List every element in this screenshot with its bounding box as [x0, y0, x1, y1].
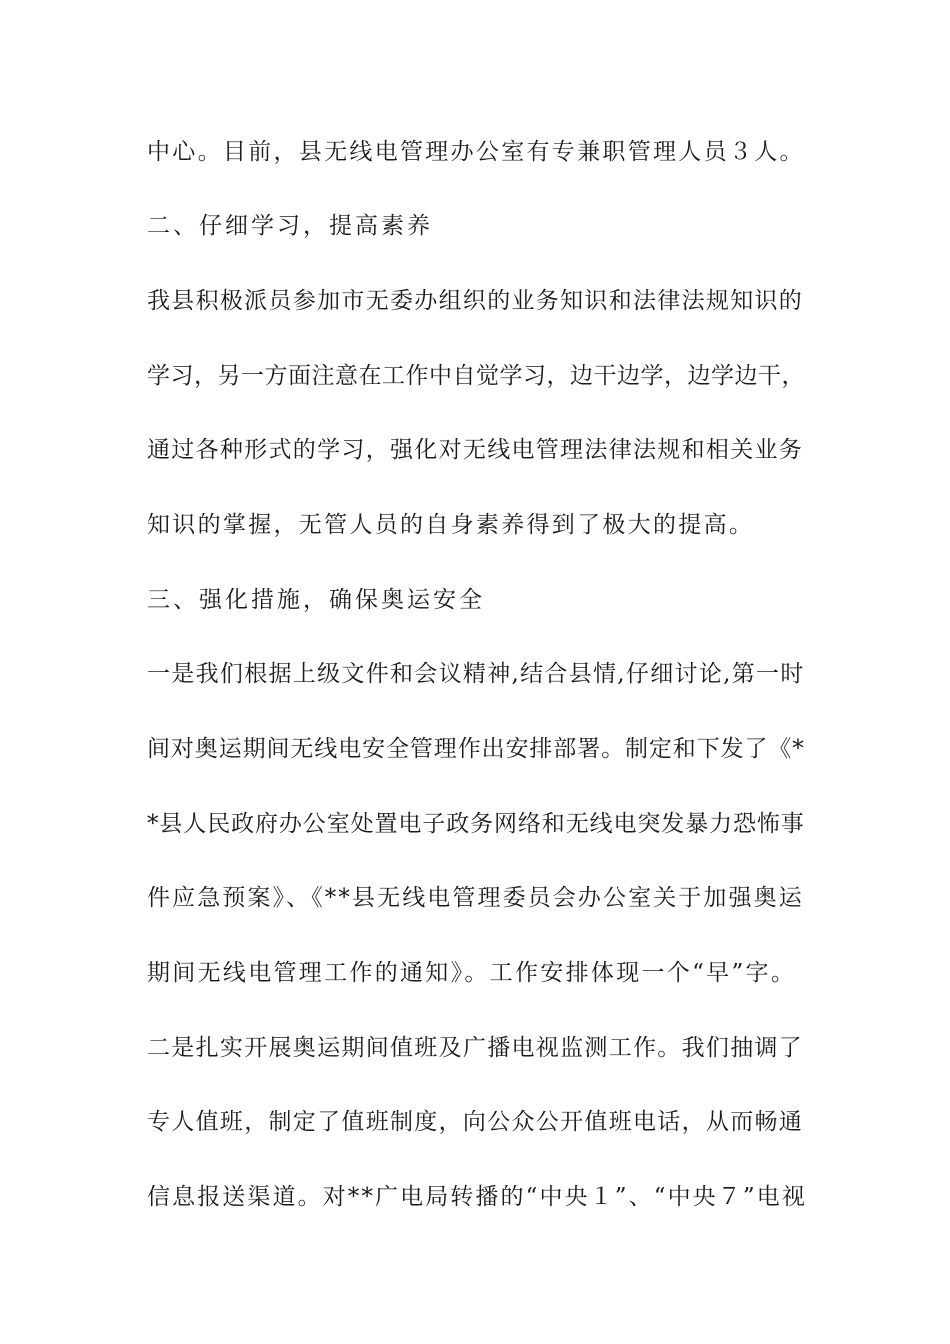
text-line: 信息报送渠道。对**广电局转播的“中央１”、“中央７”电视 — [147, 1184, 807, 1210]
text-line: 专人值班，制定了值班制度，向公众公开值班电话，从而畅通 — [147, 1109, 804, 1135]
text-line: 一是我们根据上级文件和会议精神,结合县情,仔细讨论,第一时 — [147, 661, 805, 687]
text-line: 学习，另一方面注意在工作中自觉学习，边干边学，边学边干， — [147, 363, 805, 389]
text-line: 中心。目前，县无线电管理办公室有专兼职管理人员３人。 — [147, 139, 805, 165]
text-line: 知识的掌握，无管人员的自身素养得到了极大的提高。 — [147, 512, 755, 538]
text-line: 二是扎实开展奥运期间值班及广播电视监测工作。我们抽调了 — [147, 1035, 804, 1061]
text-line: 我县积极派员参加市无委办组织的业务知识和法律法规知识的 — [147, 288, 804, 314]
text-line: 间对奥运期间无线电安全管理作出安排部署。制定和下发了《* — [147, 736, 805, 762]
text-line: 期间无线电管理工作的通知》。工作安排体现一个“早”字。 — [147, 960, 797, 986]
text-line: 件应急预案》、《**县无线电管理委员会办公室关于加强奥运 — [147, 885, 804, 911]
text-line: 通过各种形式的学习，强化对无线电管理法律法规和相关业务 — [147, 437, 804, 463]
text-line: *县人民政府办公室处置电子政务网络和无线电突发暴力恐怖事 — [147, 811, 805, 837]
section-heading: 二、仔细学习，提高素养 — [147, 213, 433, 239]
section-heading: 三、强化措施，确保奥运安全 — [147, 587, 485, 613]
